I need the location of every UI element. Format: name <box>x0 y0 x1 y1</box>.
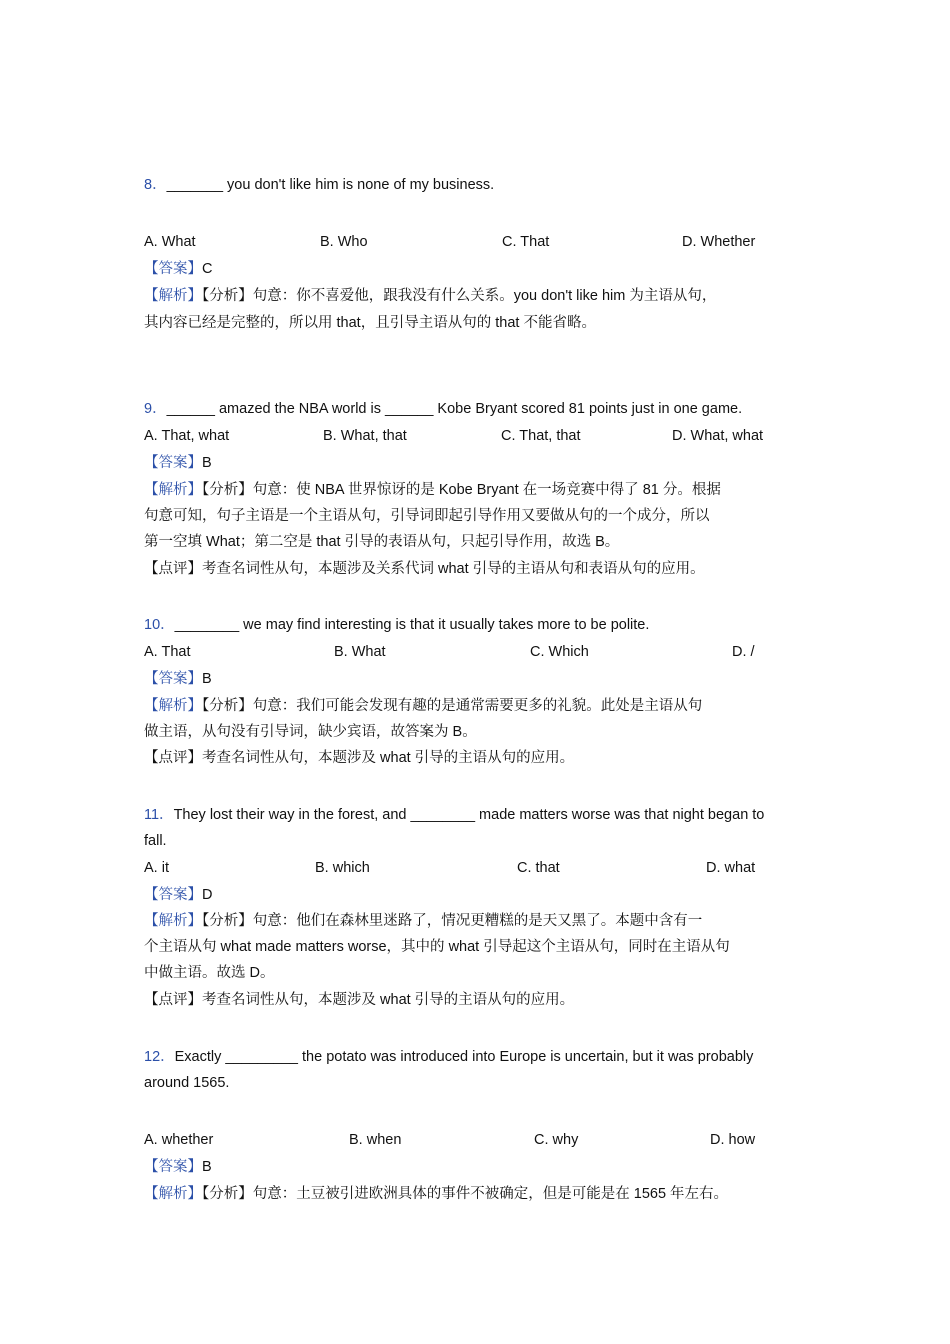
option-a: A. it <box>144 860 169 876</box>
analysis-line: 【解析】【分析】句意：我们可能会发现有趣的是通常需要更多的礼貌。此处是主语从句 <box>144 698 703 714</box>
question-stem-continued: around 1565. <box>144 1075 230 1091</box>
analysis-tag: 【解析】 <box>144 288 202 304</box>
answer-line <box>144 1157 212 1177</box>
question-number: 11． <box>144 807 174 823</box>
option-a: A. What <box>144 234 196 250</box>
comment-line: 【点评】考查名词性从句，本题涉及 what 引导的主语从句的应用。 <box>144 750 575 766</box>
answer-line <box>144 453 212 473</box>
option-d: D. Whether <box>682 234 756 250</box>
answer-tag: 【答案】 <box>144 455 202 471</box>
analysis-line: 做主语，从句没有引导词，缺少宾语，故答案为 B。 <box>144 724 477 740</box>
option-d: D. / <box>732 644 755 660</box>
comment-line: 【点评】考查名词性从句，本题涉及 what 引导的主语从句的应用。 <box>144 992 575 1008</box>
answer-line <box>144 669 212 689</box>
analysis-line: 个主语从句 what made matters worse，其中的 what 引导起这个主语从句，同时在主语从句 <box>144 939 730 955</box>
analysis-tag: 【解析】 <box>144 482 202 498</box>
analysis-line: 【解析】【分析】句意：土豆被引进欧洲具体的事件不被确定，但是可能是在 1565 年左右。 <box>144 1186 729 1202</box>
question-number: 12． <box>144 1049 175 1065</box>
answer-value: C <box>202 261 213 277</box>
option-c: C. That, that <box>501 428 581 444</box>
option-b: B. What, that <box>323 428 407 444</box>
option-c: C. that <box>517 860 560 876</box>
option-c: C. Which <box>530 644 589 660</box>
question-stem: 10．________ we may find interesting is that it usually takes more to be polite. <box>144 617 650 633</box>
answer-line <box>144 259 212 279</box>
answer-value: D <box>202 887 213 903</box>
question-stem: 8．_______ you don't like him is none of my business. <box>144 177 495 193</box>
answer-tag: 【答案】 <box>144 261 202 277</box>
option-c: C. why <box>534 1132 579 1148</box>
option-b: B. which <box>315 860 370 876</box>
question-stem: 9．______ amazed the NBA world is ______ Kobe Bryant scored 81 points just in one game. <box>144 401 743 417</box>
analysis-line: 【解析】【分析】句意：使 NBA 世界惊讶的是 Kobe Bryant 在一场竞赛中得了 81 分。根据 <box>144 482 721 498</box>
option-a: A. That, what <box>144 428 230 444</box>
answer-value: B <box>202 1159 212 1175</box>
answer-line <box>144 885 212 905</box>
answer-value: B <box>202 671 212 687</box>
analysis-tag: 【解析】 <box>144 1186 202 1202</box>
answer-tag: 【答案】 <box>144 887 202 903</box>
analysis-line: 句意可知，句子主语是一个主语从句，引导词即起引导作用又要做从句的一个成分，所以 <box>144 508 710 524</box>
analysis-line: 第一空填 What；第二空是 that 引导的表语从句，只起引导作用，故选 B。 <box>144 534 620 550</box>
analysis-line: 中做主语。故选 D。 <box>144 965 275 981</box>
option-b: B. Who <box>320 234 368 250</box>
question-number: 8． <box>144 177 167 193</box>
question-stem: 12．Exactly _________ the potato was introduced into Europe is uncertain, but it was probably <box>144 1049 754 1065</box>
answer-tag: 【答案】 <box>144 671 202 687</box>
answer-value: B <box>202 455 212 471</box>
option-a: A. That <box>144 644 191 660</box>
option-b: B. when <box>349 1132 402 1148</box>
answer-tag: 【答案】 <box>144 1159 202 1175</box>
analysis-tag: 【解析】 <box>144 913 202 929</box>
option-b: B. What <box>334 644 386 660</box>
question-stem: 11．They lost their way in the forest, and ________ made matters worse was that night began to <box>144 807 765 823</box>
analysis-line: 其内容已经是完整的，所以用 that，且引导主语从句的 that 不能省略。 <box>144 315 596 331</box>
question-number: 10． <box>144 617 175 633</box>
option-a: A. whether <box>144 1132 214 1148</box>
option-c: C. That <box>502 234 550 250</box>
analysis-line: 【解析】【分析】句意：你不喜爱他，跟我没有什么关系。you don't like him 为主语从句， <box>144 288 717 304</box>
analysis-line: 【解析】【分析】句意：他们在森林里迷路了，情况更糟糕的是天又黑了。本题中含有一 <box>144 913 703 929</box>
question-number: 9． <box>144 401 167 417</box>
question-stem-continued: fall. <box>144 833 167 849</box>
comment-line: 【点评】考查名词性从句，本题涉及关系代词 what 引导的主语从句和表语从句的应用。 <box>144 561 705 577</box>
option-d: D. how <box>710 1132 756 1148</box>
option-d: D. what <box>706 860 756 876</box>
option-d: D. What, what <box>672 428 764 444</box>
analysis-tag: 【解析】 <box>144 698 202 714</box>
